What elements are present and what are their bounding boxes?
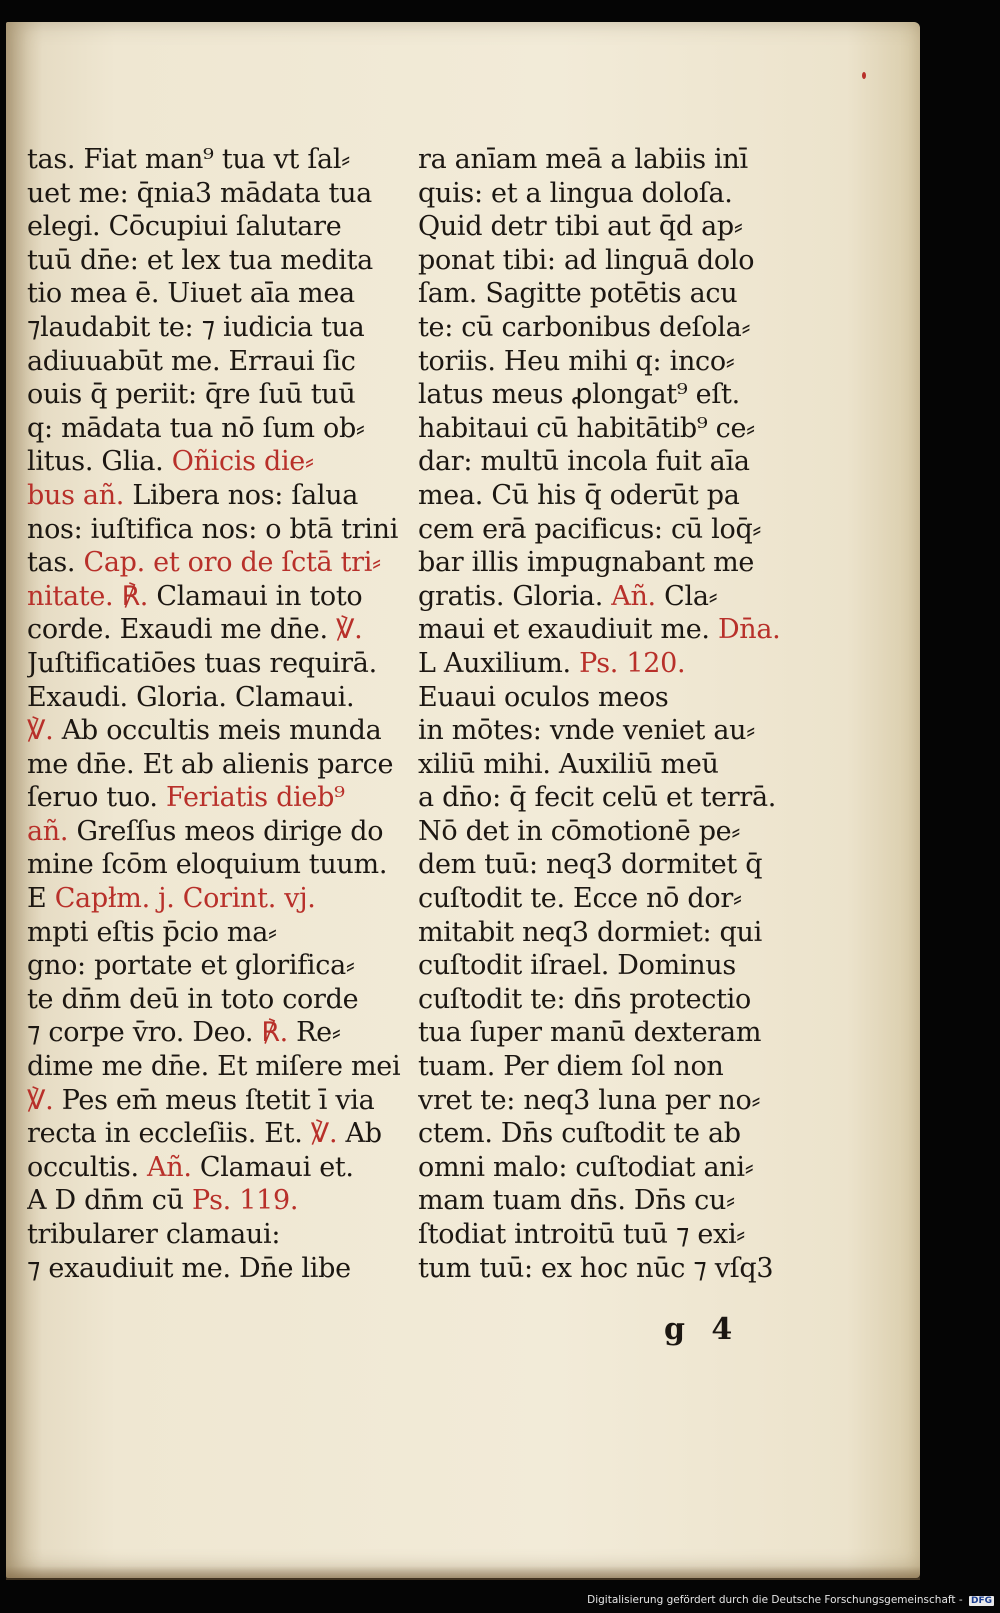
right-column-line: ſam. Sagitte potētis acu xyxy=(418,278,738,310)
left-column-line: nitate. ℟. Clamaui in toto xyxy=(27,580,363,612)
left-column-line: Exaudi. Gloria. Clamaui. xyxy=(27,681,355,713)
right-column-line: cuſtodit te. Ecce nō dor⸗ xyxy=(418,883,742,915)
right-column-line: ſtodiat introitū tuū ⁊ exi⸗ xyxy=(418,1219,745,1250)
left-column-line: nos: iuſtifica nos: o btā trini xyxy=(27,513,399,545)
right-column-line: mam tuam dn̄s. Dn̄s cu⸗ xyxy=(418,1185,735,1217)
dfg-logo: DFG xyxy=(970,1596,992,1606)
left-column-line: ⁊ corpe v̄ro. Deo. ℟. Re⸗ xyxy=(27,1017,341,1049)
right-column-line: latus meus ꝓlongat⁹ eſt. xyxy=(418,379,740,411)
right-column-line: tua ſuper manū dexteram xyxy=(418,1017,762,1049)
right-column-line: L Auxilium. Ps. 120. xyxy=(418,647,686,679)
left-column-line: adiuuabūt me. Erraui ſic xyxy=(27,345,356,377)
left-column-line: uet me: q̄nia3 mādata tua xyxy=(27,177,372,209)
left-column-line: tribularer clamaui: xyxy=(27,1219,281,1250)
right-column-line: habitaui cū habitātib⁹ ce⸗ xyxy=(418,412,755,444)
right-column-line: Quid detr tibi aut q̄d ap⸗ xyxy=(418,211,743,243)
left-column-line: tas. Cap. et oro de ſctā tri⸗ xyxy=(27,547,381,579)
left-column-line: A D dn̄m cū Ps. 119. xyxy=(27,1185,299,1217)
left-column-line: gno: portate et glorifica⸗ xyxy=(27,950,355,982)
right-column-line: mitabit neq3 dormiet: qui xyxy=(418,916,762,948)
right-text-column xyxy=(418,143,793,1285)
left-column-line: corde. Exaudi me dn̄e. ℣. xyxy=(27,614,363,646)
left-column-line: recta in eccleſiis. Et. ℣. Ab xyxy=(27,1118,382,1150)
left-column-line: mpti eſtis p̄cio ma⸗ xyxy=(27,916,277,948)
left-column-line: E Capłm. j. Corint. vj. xyxy=(27,883,316,915)
left-column-line: ſeruo tuo. Feriatis dieb⁹ xyxy=(27,782,345,814)
right-column-line: tuam. Per diem ſol non xyxy=(418,1051,724,1083)
right-column-line: te: cū carbonibus deſola⸗ xyxy=(418,311,751,343)
right-column-line: toriis. Heu mihi q: inco⸗ xyxy=(418,345,735,377)
left-column-line: tio mea ē. Uiuet aīa mea xyxy=(27,278,355,310)
left-column-line: me dn̄e. Et ab alienis parce xyxy=(27,748,394,780)
right-column-line: mea. Cū his q̄ oderūt pa xyxy=(418,479,740,511)
right-column-line: cuſtodit iſrael. Dominus xyxy=(418,950,736,982)
left-column-line: mine ſcōm eloquium tuum. xyxy=(27,849,388,881)
page-edge xyxy=(6,1566,920,1580)
left-column-line: dime me dn̄e. Et miſere mei xyxy=(27,1051,401,1083)
right-column-line: dar: multū incola fuit aīa xyxy=(418,446,750,478)
left-column-line: ⁊ exaudiuit me. Dn̄e libe xyxy=(27,1252,351,1284)
right-column-line: vret te: neq3 luna per no⸗ xyxy=(418,1084,761,1116)
right-column-line: cuſtodit te: dn̄s protectio xyxy=(418,983,751,1015)
right-column-line: ctem. Dn̄s cuſtodit te ab xyxy=(418,1118,741,1150)
right-column-line: ra anīam meā a labiis inī xyxy=(418,144,748,175)
red-ink-mark xyxy=(862,72,866,79)
left-column-line: ℣. Pes em̄ meus ſtetit ī via xyxy=(27,1084,375,1116)
right-column-line: Euaui oculos meos xyxy=(418,681,669,713)
right-column-line: bar illis impugnabant me xyxy=(418,547,755,579)
left-column-line: q: mādata tua nō ſum ob⸗ xyxy=(27,412,365,444)
left-column-line: ℣. Ab occultis meis munda xyxy=(27,715,382,747)
left-column-line: tas. Fiat man⁹ tua vt ſal⸗ xyxy=(27,144,350,175)
left-column-line: occultis. Añ. Clamaui et. xyxy=(27,1151,354,1183)
right-column-line: tum tuū: ex hoc nūc ⁊ vſq3 xyxy=(418,1252,774,1284)
right-column-line: ponat tibi: ad linguā dolo xyxy=(418,244,755,276)
left-column-line: añ. Greſſus meos dirige do xyxy=(27,815,384,847)
right-column-line: gratis. Gloria. Añ. Cla⸗ xyxy=(418,580,718,612)
left-column-line: litus. Glia. Oñicis die⸗ xyxy=(27,446,314,478)
right-column-line: maui et exaudiuit me. Dn̄a. xyxy=(418,614,781,646)
left-column-line: ⁊laudabit te: ⁊ iudicia tua xyxy=(27,311,365,343)
right-column-line: in mōtes: vnde veniet au⸗ xyxy=(418,715,755,747)
left-column-line: te dn̄m deū in toto corde xyxy=(27,983,359,1015)
left-column-line: Juſtificatiōes tuas requirā. xyxy=(27,647,377,679)
credit-text: Digitalisierung gefördert durch die Deutsche Forschungsgemeinschaft - xyxy=(587,1594,963,1606)
left-column-line: ouis q̄ periit: q̄re ſuū tuū xyxy=(27,379,356,411)
right-column-line: Nō det in cōmotionē pe⸗ xyxy=(418,815,741,847)
right-column-line: a dn̄o: q̄ fecit celū et terrā. xyxy=(418,782,777,814)
digitization-credit xyxy=(587,1594,994,1606)
left-column-line: bus añ. Libera nos: ſalua xyxy=(27,479,359,511)
signature-mark: g 4 xyxy=(664,1312,741,1347)
left-column-line: elegi. Cōcupiui ſalutare xyxy=(27,211,342,243)
right-column-line: cem erā pacificus: cū loq̄⸗ xyxy=(418,513,762,545)
right-column-line: omni malo: cuſtodiat ani⸗ xyxy=(418,1151,754,1183)
left-text-column xyxy=(27,143,402,1285)
right-column-line: quis: et a lingua doloſa. xyxy=(418,177,733,209)
left-column-line: tuū dn̄e: et lex tua medita xyxy=(27,244,373,276)
right-column-line: dem tuū: neq3 dormitet q̄ xyxy=(418,849,763,881)
right-column-line: xiliū mihi. Auxiliū meū xyxy=(418,748,719,780)
